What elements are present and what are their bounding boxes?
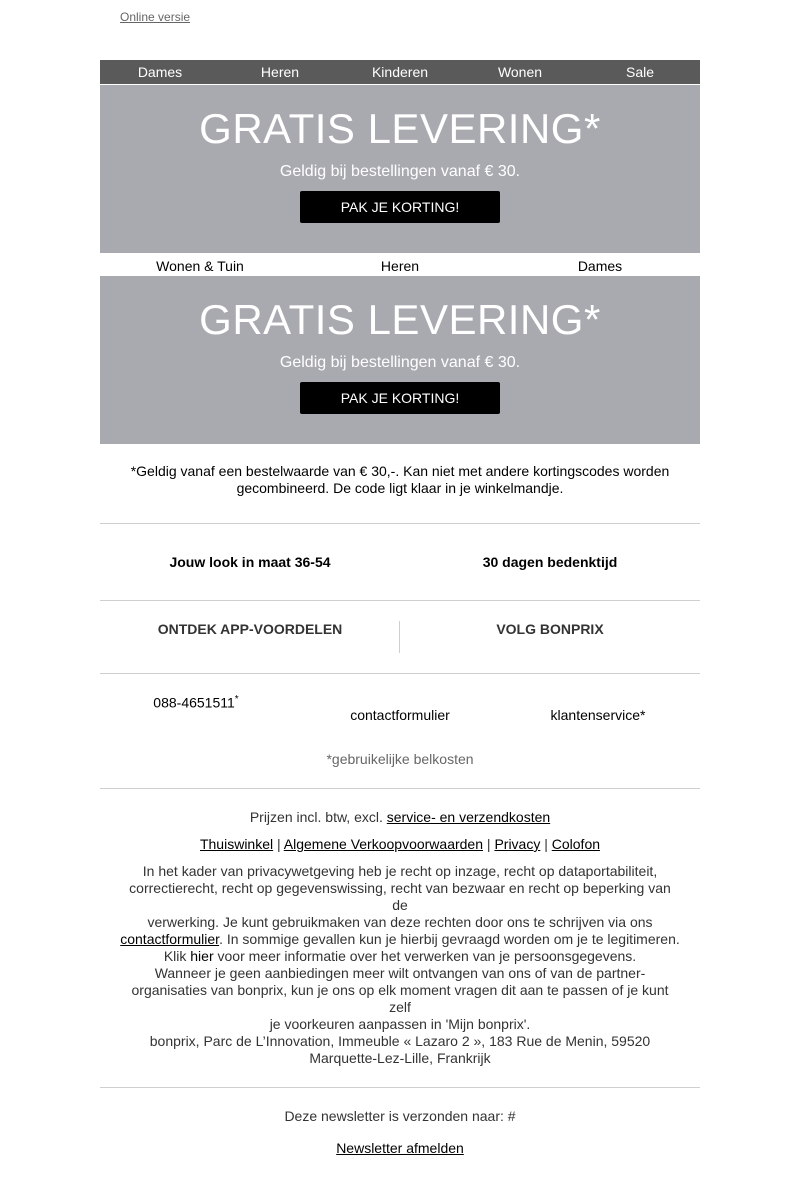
phone-number[interactable]	[100, 694, 292, 711]
promo-button[interactable]: PAK JE KORTING!	[300, 382, 500, 414]
nav-item-dames[interactable]: Dames	[137, 64, 183, 80]
privacy-line: verwerking. Je kunt gebruikmaken van deze rechten door ons te schrijven via ons	[147, 914, 653, 930]
divider	[100, 523, 700, 524]
promo-banner[interactable]	[100, 85, 700, 253]
online-version-link[interactable]: Online versie	[120, 10, 191, 24]
sent-to-text: Deze newsletter is verzonden naar: #	[284, 1108, 516, 1124]
category-item-heren[interactable]: Heren	[380, 258, 420, 274]
divider	[100, 788, 700, 789]
call-cost-note: *gebruikelijke belkosten	[326, 751, 474, 767]
app-benefits-link[interactable]: ONTDEK APP-VOORDELEN	[157, 621, 343, 637]
offers-line: Wanneer je geen aanbiedingen meer wilt ontvangen van ons of van de partner-	[154, 965, 646, 981]
shipping-costs-link[interactable]: service- en verzendkosten	[386, 809, 551, 825]
promo-banner[interactable]	[100, 276, 700, 444]
disclaimer-line: gecombineerd. De code ligt klaar in je winkelmandje.	[236, 480, 564, 496]
promo-title: GRATIS LEVERING*	[199, 105, 601, 152]
privacy-line	[120, 948, 680, 965]
link-separator: |	[277, 836, 281, 852]
privacy-text-tail: . In sommige gevallen kun je hierbij gevraagd worden om je te legitimeren.	[219, 931, 680, 947]
usp-return: 30 dagen bedenktijd	[482, 554, 618, 570]
footer-link-colofon[interactable]: Colofon	[551, 836, 601, 852]
offers-line: je voorkeuren aanpassen in 'Mijn bonprix'.	[269, 1016, 531, 1032]
divider	[100, 673, 700, 674]
promo-button[interactable]: PAK JE KORTING!	[300, 191, 500, 223]
privacy-line: In het kader van privacywetgeving heb je recht op inzage, recht op dataportabiliteit,	[142, 863, 658, 879]
main-nav	[100, 60, 700, 84]
divider	[100, 600, 700, 601]
privacy-contact-form-link[interactable]: contactformulier	[120, 931, 220, 947]
privacy-line: correctierecht, recht op gegevenswissing, recht van bezwaar en recht op beperking van de	[129, 880, 671, 913]
usp-size: Jouw look in maat 36-54	[169, 554, 331, 570]
prices-text: Prijzen incl. btw, excl.	[249, 809, 387, 825]
footer-links	[120, 836, 680, 853]
privacy-line	[120, 931, 680, 948]
promo-title: GRATIS LEVERING*	[199, 296, 601, 343]
phone-text: 088-4651511	[153, 694, 235, 711]
company-address	[120, 1033, 680, 1067]
divider	[100, 1087, 700, 1088]
unsubscribe-wrap	[120, 1140, 680, 1157]
privacy-info-link[interactable]: hier	[190, 948, 214, 964]
nav-item-wonen[interactable]: Wonen	[497, 64, 543, 80]
nav-item-sale[interactable]: Sale	[625, 64, 655, 80]
address-line: Marquette-Lez-Lille, Frankrijk	[309, 1050, 491, 1066]
disclaimer-line: *Geldig vanaf een bestelwaarde van € 30,-. Kan niet met andere kortingscodes worden	[130, 463, 670, 479]
footer-link-thuiswinkel[interactable]: Thuiswinkel	[199, 836, 274, 852]
nav-item-heren[interactable]: Heren	[260, 64, 300, 80]
offers-text	[120, 965, 680, 1033]
link-separator: |	[486, 836, 491, 852]
follow-bonprix-link[interactable]: VOLG BONPRIX	[496, 621, 604, 637]
nav-item-kinderen[interactable]: Kinderen	[371, 64, 429, 80]
unsubscribe-link[interactable]: Newsletter afmelden	[336, 1140, 464, 1156]
offers-line: organisaties van bonprix, kun je ons op elk moment vragen dit aan te passen of je kunt zelf	[131, 982, 669, 1015]
prices-note	[120, 809, 680, 826]
klik-text: Klik	[163, 948, 191, 964]
link-separator: |	[544, 836, 548, 852]
contact-form-link[interactable]: contactformulier	[350, 707, 450, 723]
address-line: bonprix, Parc de L’Innovation, Immeuble « Lazaro 2 », 183 Rue de Menin, 59520	[149, 1033, 651, 1049]
promo-subtitle: Geldig bij bestellingen vanaf € 30.	[279, 354, 521, 371]
footer-link-terms[interactable]: Algemene Verkoopvoorwaarden	[283, 836, 484, 852]
category-item-wonen-tuin[interactable]: Wonen & Tuin	[156, 258, 244, 274]
discount-disclaimer	[100, 463, 700, 497]
customer-service-link[interactable]: klantenservice*	[550, 707, 646, 723]
phone-footnote-mark: *	[234, 694, 239, 705]
privacy-text	[120, 863, 680, 965]
promo-subtitle: Geldig bij bestellingen vanaf € 30.	[279, 163, 521, 180]
footer-link-privacy[interactable]: Privacy	[494, 836, 541, 852]
klik-rest-text: voor meer informatie over het verwerken van je persoonsgegevens.	[213, 948, 637, 964]
category-item-dames[interactable]: Dames	[577, 258, 623, 274]
category-nav	[100, 256, 700, 276]
